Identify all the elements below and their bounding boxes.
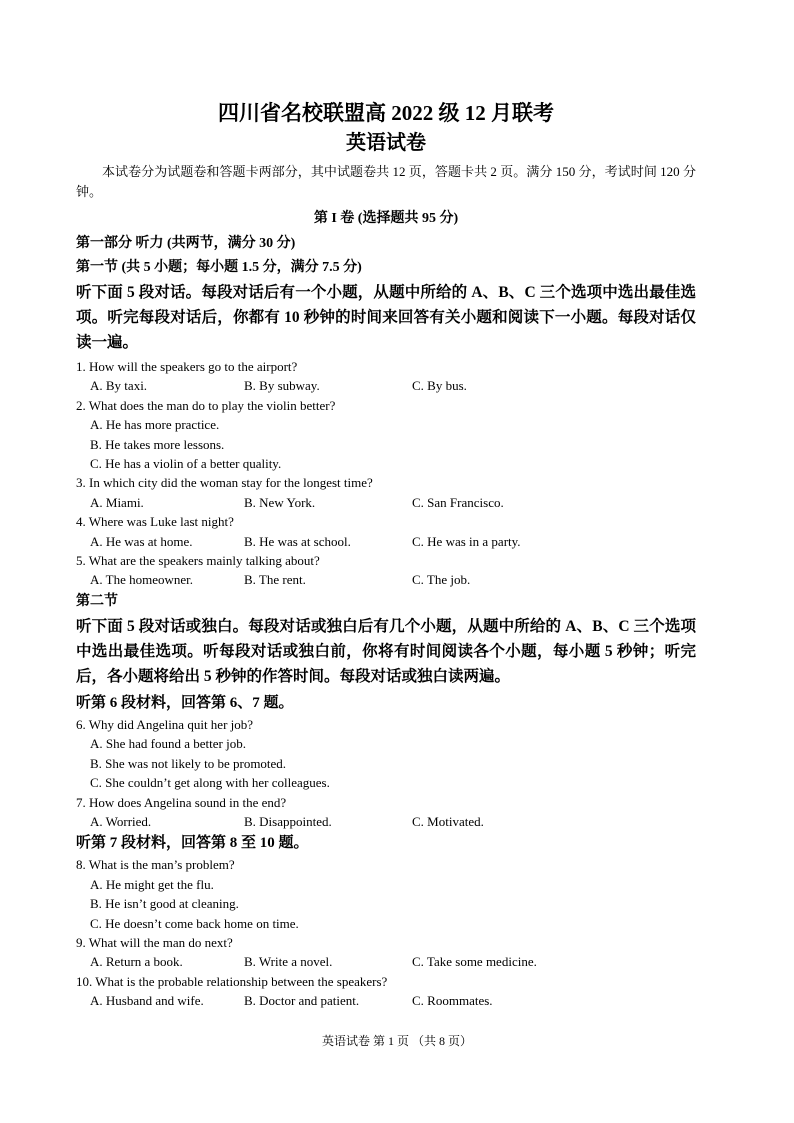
- option-c: C. He doesn’t come back home on time.: [90, 915, 299, 931]
- option-a: A. The homeowner.: [90, 572, 194, 588]
- section1-instruction: 听下面 5 段对话。每段对话后有一个小题，从题中所给的 A、B、C 三个选项中选出最佳选项。听完每段对话后，你都有 10 秒钟的时间来回答有关小题和阅读下一小题。每段对话仅读一遍。: [76, 284, 696, 351]
- question-stem: 1. How will the speakers go to the airport?: [76, 359, 298, 374]
- option-c: C. Roommates.: [412, 993, 493, 1009]
- option-b: B. He was at school.: [244, 533, 351, 549]
- section2-heading: 第二节: [76, 593, 118, 609]
- option-b: B. He takes more lessons.: [90, 436, 225, 452]
- section2-instruction: 听下面 5 段对话或独白。每段对话或独白后有几个小题，从题中所给的 A、B、C 三个选项中选出最佳选项。听每段对话或独白前，你将有时间阅读各个小题，每小题 5 秒钟；听完后，各小题将给出 5 秒钟的作答时间。每段对话或独白读两遍。: [76, 617, 696, 685]
- question-options: [76, 570, 696, 589]
- exam-subtitle: 英语试卷: [346, 132, 426, 154]
- volume-heading: 第 I 卷 (选择题共 95 分): [313, 211, 459, 226]
- section1-heading: 第一节 (共 5 小题；每小题 1.5 分，满分 7.5 分): [76, 260, 362, 275]
- question-stem: 3. In which city did the woman stay for the longest time?: [76, 475, 373, 491]
- part1-heading: 第一部分 听力 (共两节，满分 30 分): [76, 236, 296, 251]
- option-a: A. He was at home.: [90, 533, 193, 549]
- option-c: C. He has a violin of a better quality.: [90, 456, 282, 472]
- option-b: B. Doctor and patient.: [244, 993, 360, 1009]
- option-c: C. Take some medicine.: [412, 954, 537, 970]
- question-stem: 8. What is the man’s problem?: [76, 857, 235, 873]
- exam-title: 四川省名校联盟高 2022 级 12 月联考: [218, 101, 554, 125]
- question-options: [76, 812, 696, 831]
- option-c: C. By bus.: [412, 378, 467, 394]
- question-stem: 2. What does the man do to play the violin better?: [76, 397, 336, 413]
- option-a: A. Return a book.: [90, 954, 183, 970]
- option-b: B. The rent.: [244, 572, 306, 588]
- option-c: C. The job.: [412, 572, 471, 588]
- option-a: A. By taxi.: [90, 378, 148, 394]
- material6-heading: 听第 6 段材料，回答第 6、7 题。: [76, 694, 294, 711]
- question-options: [76, 493, 696, 512]
- option-a: A. He might get the flu.: [90, 876, 214, 892]
- question-options: [76, 952, 696, 971]
- question-options: [76, 991, 696, 1010]
- page-footer: 英语试卷 第 1 页 （共 8 页）: [321, 1034, 472, 1048]
- option-a: A. Husband and wife.: [90, 993, 204, 1009]
- option-c: C. San Francisco.: [412, 494, 504, 510]
- option-c: C. She couldn’t get along with her colleagues.: [90, 775, 330, 791]
- material7-heading: 听第 7 段材料，回答第 8 至 10 题。: [76, 835, 309, 852]
- question-stem: 9. What will the man do next?: [76, 934, 233, 950]
- option-a: A. She had found a better job.: [90, 736, 246, 752]
- option-b: B. By subway.: [244, 378, 320, 394]
- question-options: [76, 532, 696, 551]
- option-a: A. Miami.: [90, 494, 144, 510]
- option-b: B. Disappointed.: [244, 813, 332, 829]
- option-b: B. He isn’t good at cleaning.: [90, 896, 239, 912]
- option-c: C. He was in a party.: [412, 533, 521, 549]
- question-stem: 10. What is the probable relationship between the speakers?: [76, 973, 388, 989]
- exam-page: [76, 98, 696, 1011]
- option-b: B. She was not likely to be promoted.: [90, 755, 287, 771]
- question-stem: 5. What are the speakers mainly talking about?: [76, 553, 320, 569]
- option-a: A. Worried.: [90, 813, 152, 829]
- question-stem: 4. Where was Luke last night?: [76, 514, 234, 530]
- option-b: B. New York.: [244, 494, 316, 510]
- option-b: B. Write a novel.: [244, 954, 333, 970]
- question-options: [76, 376, 696, 395]
- option-c: C. Motivated.: [412, 813, 484, 829]
- option-a: A. He has more practice.: [90, 417, 220, 433]
- exam-intro: 本试卷分为试题卷和答题卡两部分，其中试题卷共 12 页，答题卡共 2 页。满分 150 分，考试时间 120 分钟。: [76, 164, 696, 199]
- question-stem: 7. How does Angelina sound in the end?: [76, 794, 287, 810]
- question-stem: 6. Why did Angelina quit her job?: [76, 716, 254, 732]
